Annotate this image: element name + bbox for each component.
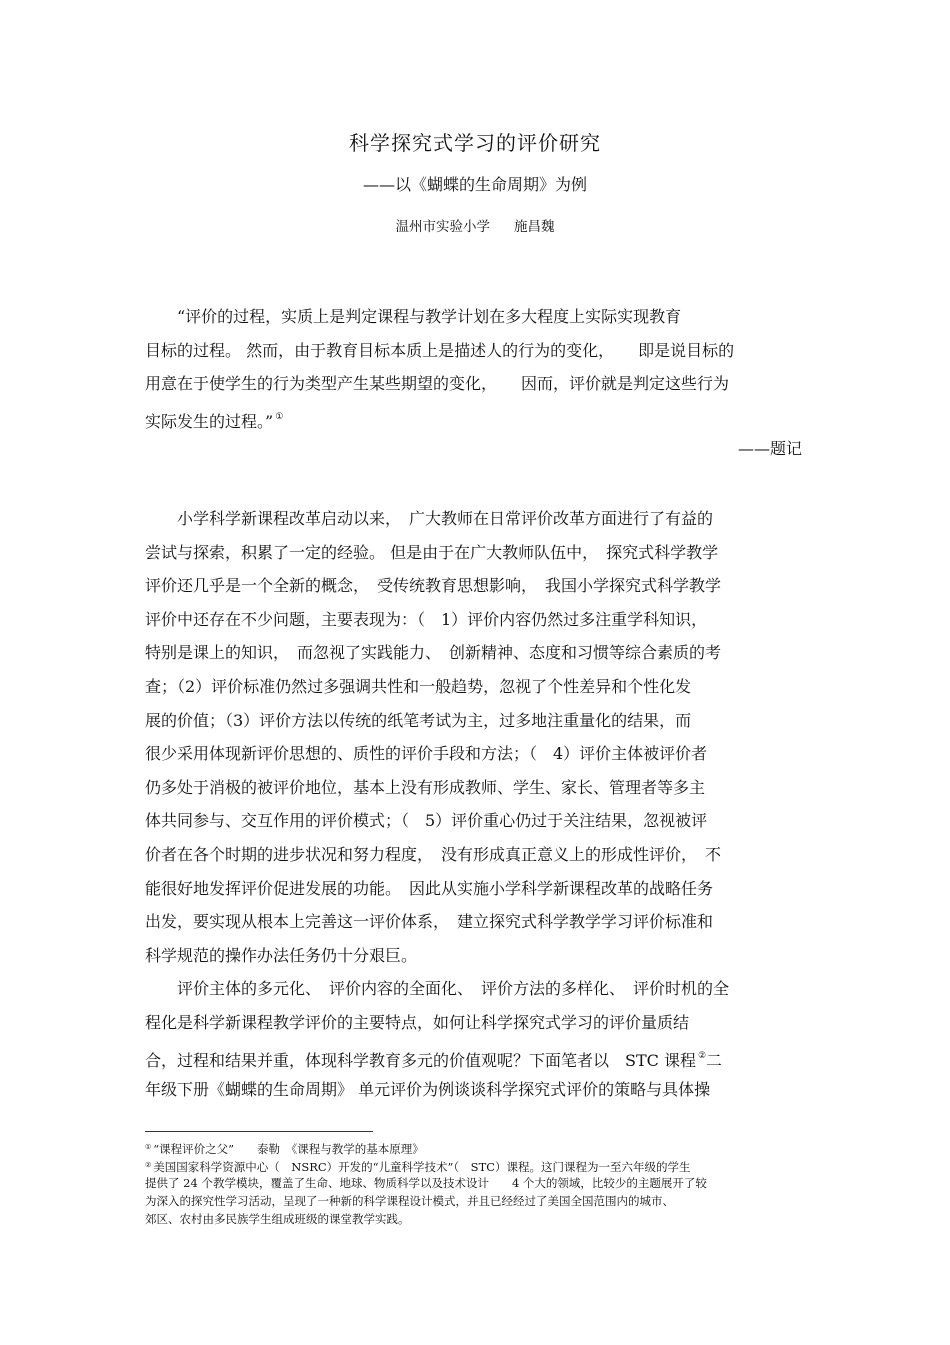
- footnote-2-line: 为深入的探究性学习活动，呈现了一种新的科学课程设计模式，并且已经经过了美国全国范围内的城市、: [145, 1194, 674, 1208]
- footnote-2-text: 美国国家科学资源中心（ NSRC）开发的“儿童科学技术”（ STC）课程。这门课程为一至六年级的学生: [153, 1160, 691, 1174]
- body-line: 尝试与探索，积累了一定的经验。 但是由于在广大教师队伍中， 探究式科学教学: [145, 542, 719, 562]
- footnotes: [145, 1138, 805, 1228]
- body-line: 年级下册《蝴蝶的生命周期》 单元评价为例谈谈科学探究式评价的策略与具体操: [145, 1080, 711, 1100]
- body-line: 展的价值；（3）评价方法以传统的纸笔考试为主，过多地注重量化的结果，而: [145, 710, 692, 730]
- footnote-ref-1[interactable]: ①: [275, 411, 284, 422]
- footnote-mark-1: ①: [145, 1143, 152, 1151]
- body-line: 出发，要实现从根本上完善这一评价体系， 建立探究式科学教学学习评价标准和: [145, 912, 714, 932]
- footnote-1-text: “课程评价之父” 泰勒 《课程与教学的基本原理》: [153, 1142, 424, 1156]
- body-line: 查；（2）评价标准仍然过多强调共性和一般趋势，忽视了个性差异和个性化发: [145, 676, 692, 696]
- epigraph-line: 用意在于使学生的行为类型产生某些期望的变化， 因而，评价就是判定这些行为: [145, 374, 730, 394]
- article-title: 科学探究式学习的评价研究: [349, 131, 601, 155]
- epigraph-signature: ——题记: [737, 439, 802, 458]
- epigraph: [145, 300, 805, 434]
- epigraph-line-last: [145, 401, 805, 435]
- footnote-2: [145, 1156, 805, 1174]
- author-name: 施昌魏: [514, 219, 555, 235]
- body-line: 体共同参与、交互作用的评价模式；（ 5）评价重心仍过于关注结果，忽视被评: [145, 811, 708, 831]
- author-line: [0, 215, 950, 235]
- body-line: 评价中还存在不少问题，主要表现为：（ 1）评价内容仍然过多注重学科知识，: [145, 609, 708, 629]
- body-text: [145, 502, 805, 1107]
- body-line: 特别是课上的知识， 而忽视了实践能力、 创新精神、态度和习惯等综合素质的考: [145, 643, 722, 663]
- footnote-divider: [145, 1131, 373, 1132]
- footnote-2-line: 提供了 24 个教学模块，覆盖了生命、地球、物质科学以及技术设计 4 个大的领域，比较少的主题展开了较: [145, 1176, 707, 1190]
- article-subtitle: ——以《蝴蝶的生命周期》为例: [362, 175, 587, 194]
- footnote-ref-2[interactable]: ②: [697, 1050, 707, 1061]
- footnote-1: [145, 1138, 805, 1156]
- body-line: 能很好地发挥评价促进发展的功能。 因此从实施小学科学新课程改革的战略任务: [145, 878, 714, 898]
- body-line: 价者在各个时期的进步状况和努力程度， 没有形成真正意义上的形成性评价， 不: [145, 844, 722, 864]
- body-line-text: 合，过程和结果并重，体现科学教育多元的价值观呢？下面笔者以 STC 课程: [145, 1050, 696, 1070]
- footnote-2-line: 郊区、农村由多民族学生组成班级的课堂教学实践。: [145, 1212, 410, 1226]
- body-line-with-ref: [145, 1040, 805, 1074]
- body-line-tail: 二: [706, 1050, 723, 1070]
- footnote-mark-2: ②: [145, 1161, 152, 1169]
- body-line: 仍多处于消极的被评价地位，基本上没有形成教师、学生、家长、管理者等多主: [145, 777, 706, 797]
- body-line: 程化是科学新课程教学评价的主要特点，如何让科学探究式学习的评价量质结: [145, 1012, 690, 1032]
- body-line: 小学科学新课程改革启动以来， 广大教师在日常评价改革方面进行了有益的: [145, 509, 714, 528]
- body-line: 很少采用体现新评价思想的、质性的评价手段和方法；（ 4）评价主体被评价者: [145, 744, 708, 764]
- epigraph-line: “评价的过程，实质上是判定课程与教学计划在多大程度上实际实现教育: [145, 307, 682, 326]
- school-name: 温州市实验小学: [395, 219, 490, 235]
- body-line: 科学规范的操作办法任务仍十分艰巨。: [145, 945, 418, 965]
- body-line: 评价还几乎是一个全新的概念， 受传统教育思想影响， 我国小学探究式科学教学: [145, 576, 722, 596]
- epigraph-line-text: 实际发生的过程。”: [145, 411, 274, 431]
- epigraph-line: 目标的过程。 然而，由于教育目标本质上是描述人的行为的变化， 即是说目标的: [145, 340, 735, 360]
- body-line: 评价主体的多元化、 评价内容的全面化、 评价方法的多样化、 评价时机的全: [145, 979, 730, 999]
